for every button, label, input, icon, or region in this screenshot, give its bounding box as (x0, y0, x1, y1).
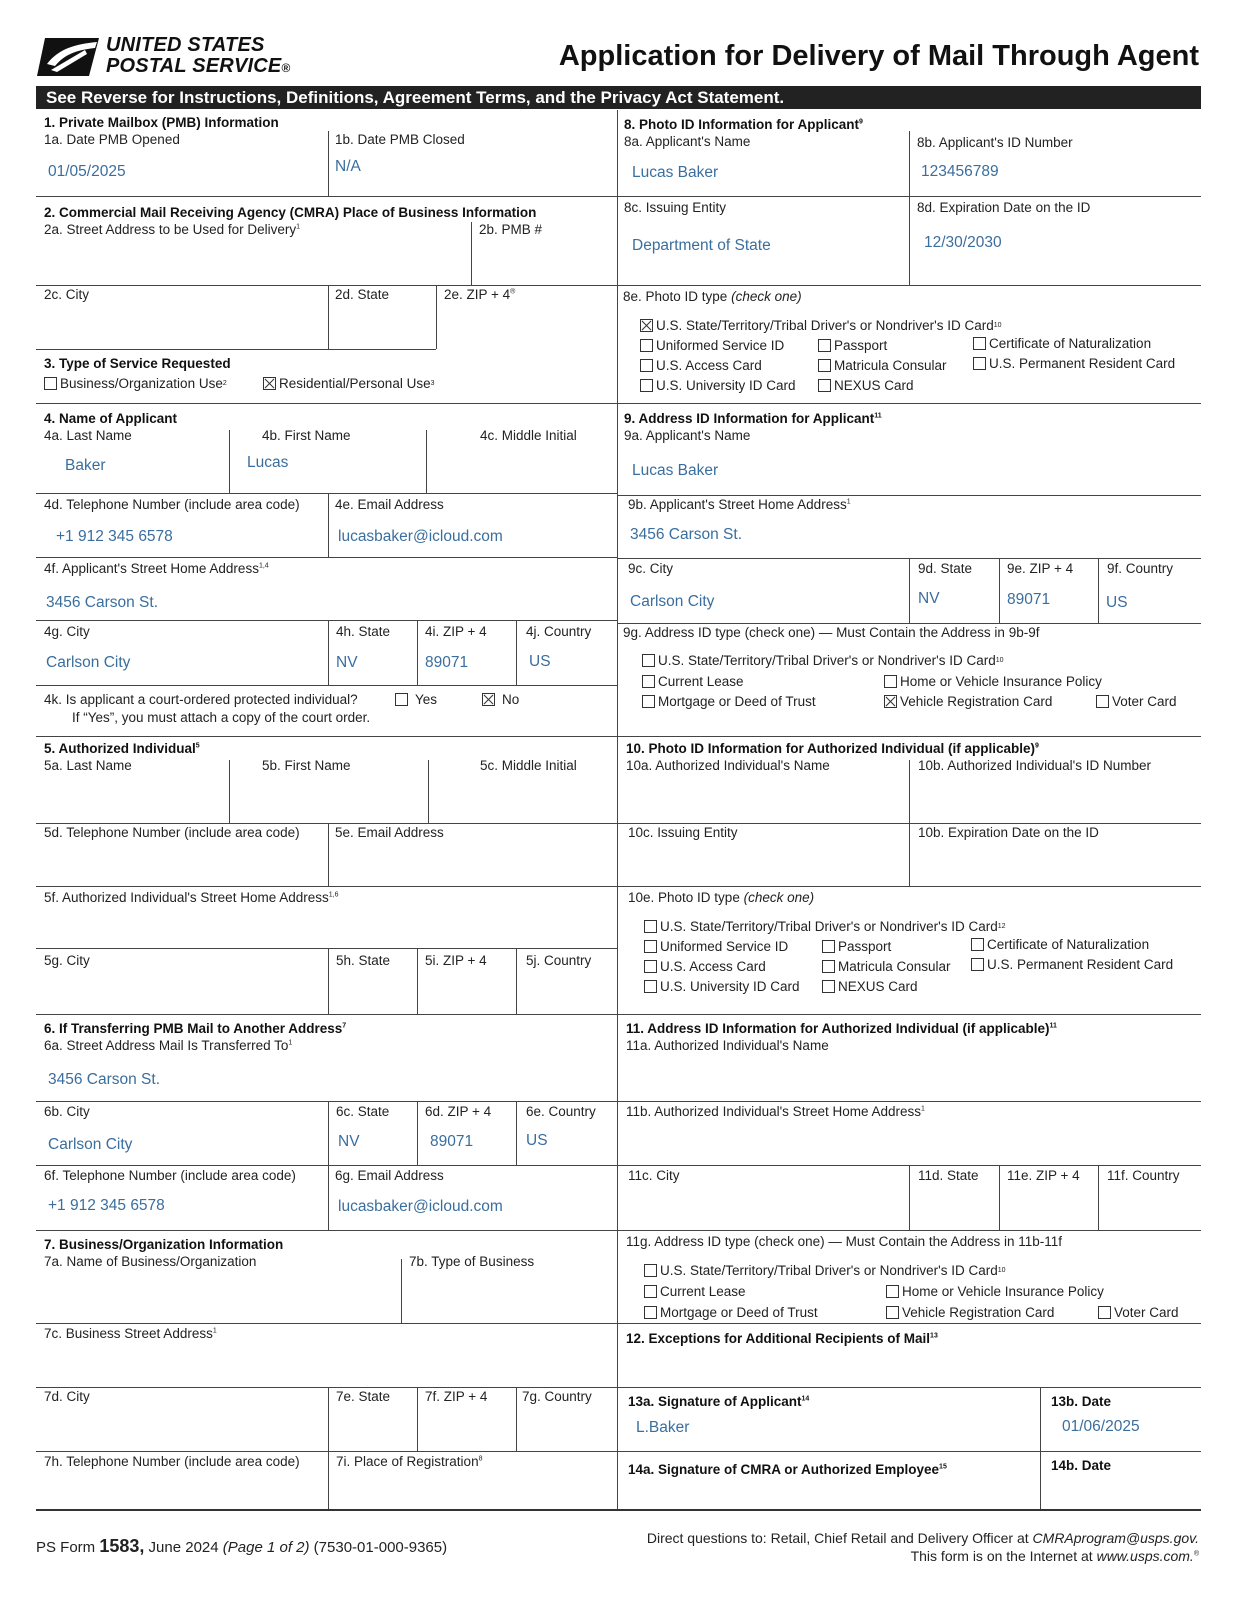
s4-country-label: 4j. Country (526, 624, 592, 639)
s9-heading: 9. Address ID Information for Applicant$^{11}$ (624, 411, 882, 426)
s4-protected-question: 4k. Is applicant a court-ordered protected individual? (44, 692, 358, 707)
s9-zip-value[interactable]: 89071 (1007, 591, 1051, 608)
agency-line1: UNITED STATES (106, 34, 265, 56)
checkbox-unchecked-icon (644, 1306, 657, 1319)
s6-phone-value[interactable]: +1 912 345 6578 (48, 1197, 165, 1214)
footer-contact-email[interactable]: CMRAprogram@usps.gov. (1032, 1530, 1199, 1546)
s10-id-label: 10b. Authorized Individual's ID Number (918, 758, 1151, 773)
checkbox-unchecked-icon (644, 980, 657, 993)
checkbox-checked-icon (482, 693, 495, 706)
s12-heading: 12. Exceptions for Additional Recipients of Mail$^{13}$ (626, 1331, 938, 1346)
checkbox-unchecked-icon (44, 377, 57, 390)
s7-city-label: 7d. City (44, 1389, 90, 1404)
s7-state-label: 7e. State (336, 1389, 391, 1404)
s4-first-value[interactable]: Lucas (247, 454, 289, 471)
s6-street-label: 6a. Street Address Mail Is Transferred To$^1$ (44, 1038, 293, 1053)
s8-name-label: 8a. Applicant's Name (624, 134, 751, 149)
s10-heading: 10. Photo ID Information for Authorized Individual (if applicable)$^9$ (626, 741, 1039, 756)
s8-id-label: 8b. Applicant's ID Number (917, 135, 1073, 150)
instructions-banner: See Reverse for Instructions, Definitions, Agreement Terms, and the Privacy Act Statement. (36, 86, 1201, 109)
s10-opt-uniformed-checkbox[interactable]: Uniformed Service ID (644, 939, 788, 954)
s9-country-label: 9f. Country (1107, 561, 1174, 576)
s2-state-label: 2d. State (335, 287, 390, 302)
s4-first-label: 4b. First Name (262, 428, 351, 443)
s8-opt-nexus-checkbox[interactable]: NEXUS Card (818, 378, 914, 393)
s10-opt-university-checkbox[interactable]: U.S. University ID Card (644, 979, 800, 994)
s4-zip-value[interactable]: 89071 (425, 654, 469, 671)
checkbox-unchecked-icon (644, 960, 657, 973)
s2-heading: 2. Commercial Mail Receiving Agency (CMRA) Place of Business Information (44, 205, 537, 220)
s4-phone-label: 4d. Telephone Number (include area code) (44, 497, 300, 512)
s2-zip-label: 2e. ZIP + 4® (444, 287, 516, 302)
s6-state-label: 6c. State (336, 1104, 390, 1119)
s11-zip-label: 11e. ZIP + 4 (1007, 1168, 1080, 1183)
s6-zip-value[interactable]: 89071 (430, 1133, 474, 1150)
s14-signature-label: 14a. Signature of CMRA or Authorized Employee$^{15}$ (628, 1462, 947, 1477)
checkbox-checked-icon (884, 695, 897, 708)
s5-phone-label: 5d. Telephone Number (include area code) (44, 825, 300, 840)
s9-opt-insurance-checkbox[interactable]: Home or Vehicle Insurance Policy (884, 674, 1102, 689)
s9-street-value[interactable]: 3456 Carson St. (630, 526, 743, 543)
checkbox-checked-icon (263, 377, 276, 390)
s8-opt-naturalization-checkbox[interactable]: Certificate of Naturalization (973, 336, 1151, 351)
s4-state-label: 4h. State (336, 624, 391, 639)
s11-state-label: 11d. State (918, 1168, 979, 1183)
s6-state-value[interactable]: NV (338, 1133, 360, 1150)
s11-heading: 11. Address ID Information for Authorized Individual (if applicable)$^{11}$ (626, 1021, 1057, 1036)
s5-country-label: 5j. Country (526, 953, 592, 968)
s8-id-value[interactable]: 123456789 (921, 163, 999, 180)
s10-opt-matricula-checkbox[interactable]: Matricula Consular (822, 959, 951, 974)
s4-state-value[interactable]: NV (336, 654, 358, 671)
checkbox-unchecked-icon (642, 695, 655, 708)
s7-street-label: 7c. Business Street Address$^1$ (44, 1326, 217, 1341)
s6-street-value[interactable]: 3456 Carson St. (48, 1071, 161, 1088)
s10-opt-state-checkbox[interactable]: U.S. State/Territory/Tribal Driver's or Nondriver's ID Card 12 (644, 919, 1006, 934)
s8-type-label: 8e. Photo ID type (check one) (623, 289, 802, 304)
s5-middle-label: 5c. Middle Initial (480, 758, 577, 773)
s11-opt-mortgage-checkbox[interactable]: Mortgage or Deed of Trust (644, 1305, 818, 1320)
s9-state-value[interactable]: NV (918, 590, 940, 607)
checkbox-unchecked-icon (1096, 695, 1109, 708)
s13-date-label: 13b. Date (1051, 1394, 1112, 1409)
checkbox-unchecked-icon (971, 938, 984, 951)
s13-signature-value[interactable]: L.Baker (636, 1419, 690, 1436)
checkbox-unchecked-icon (640, 359, 653, 372)
s13-date-value[interactable]: 01/06/2025 (1062, 1418, 1140, 1435)
s9-opt-lease-checkbox[interactable]: Current Lease (642, 674, 744, 689)
s10-expiry-label: 10b. Expiration Date on the ID (918, 825, 1099, 840)
checkbox-unchecked-icon (818, 379, 831, 392)
s7-heading: 7. Business/Organization Information (44, 1237, 284, 1252)
checkbox-unchecked-icon (1098, 1306, 1111, 1319)
footer-contact: Direct questions to: Retail, Chief Retail and Delivery Officer at CMRAprogram@usps.gov. (646, 1530, 1199, 1546)
checkbox-unchecked-icon (886, 1285, 899, 1298)
s5-email-label: 5e. Email Address (335, 825, 444, 840)
checkbox-unchecked-icon (642, 654, 655, 667)
checkbox-unchecked-icon (644, 1285, 657, 1298)
checkbox-checked-icon (640, 319, 653, 332)
s1-date-closed-label: 1b. Date PMB Closed (335, 132, 465, 147)
s9-country-value[interactable]: US (1106, 594, 1128, 611)
s6-country-value[interactable]: US (526, 1132, 548, 1149)
s4-phone-value[interactable]: +1 912 345 6578 (56, 528, 173, 545)
checkbox-unchecked-icon (971, 958, 984, 971)
s8-opt-matricula-checkbox[interactable]: Matricula Consular (818, 358, 947, 373)
s11-opt-lease-checkbox[interactable]: Current Lease (644, 1284, 746, 1299)
checkbox-unchecked-icon (395, 693, 408, 706)
s4-protected-yes-checkbox[interactable]: Yes (395, 692, 437, 707)
s7-name-label: 7a. Name of Business/Organization (44, 1254, 257, 1269)
s7-country-label: 7g. Country (522, 1389, 592, 1404)
usps-eagle-logo-icon (37, 36, 103, 78)
s8-opt-uniformed-checkbox[interactable]: Uniformed Service ID (640, 338, 784, 353)
s6-country-label: 6e. Country (526, 1104, 596, 1119)
s14-date-label: 14b. Date (1051, 1458, 1112, 1473)
s6-zip-label: 6d. ZIP + 4 (425, 1104, 492, 1119)
registered-mark: ® (281, 61, 291, 75)
checkbox-unchecked-icon (886, 1306, 899, 1319)
s3-heading: 3. Type of Service Requested (44, 356, 231, 371)
s10-opt-resident-checkbox[interactable]: U.S. Permanent Resident Card (971, 957, 1173, 972)
s5-street-label: 5f. Authorized Individual's Street Home Address$^{1,6}$ (44, 890, 339, 905)
footer-form-id: PS Form 1583, June 2024 (Page 1 of 2) (7530-01-000-9365) (36, 1536, 448, 1556)
checkbox-unchecked-icon (818, 339, 831, 352)
s3-business-checkbox[interactable]: Business/Organization Use 2 (44, 376, 227, 391)
s4-country-value[interactable]: US (529, 653, 551, 670)
s1-heading: 1. Private Mailbox (PMB) Information (44, 115, 279, 130)
s11-opt-voter-checkbox[interactable]: Voter Card (1098, 1305, 1179, 1320)
checkbox-unchecked-icon (644, 940, 657, 953)
s6-heading: 6. If Transferring PMB Mail to Another Address$^7$ (44, 1021, 347, 1036)
s3-residential-checkbox[interactable]: Residential/Personal Use 3 (263, 376, 435, 391)
s2-pmb-label: 2b. PMB # (479, 222, 543, 237)
s7-type-label: 7b. Type of Business (409, 1254, 535, 1269)
s11-country-label: 11f. Country (1107, 1168, 1180, 1183)
s10-opt-passport-checkbox[interactable]: Passport (822, 939, 891, 954)
s8-opt-state-checkbox[interactable]: U.S. State/Territory/Tribal Driver's or Nondriver's ID Card 10 (640, 318, 1002, 333)
s10-opt-naturalization-checkbox[interactable]: Certificate of Naturalization (971, 937, 1149, 952)
s5-state-label: 5h. State (336, 953, 391, 968)
s2-street-label: 2a. Street Address to be Used for Delivery$^1$ (44, 222, 301, 237)
s9-state-label: 9d. State (918, 561, 973, 576)
s5-zip-label: 5i. ZIP + 4 (425, 953, 487, 968)
checkbox-unchecked-icon (973, 337, 986, 350)
checkbox-unchecked-icon (822, 980, 835, 993)
s9-city-value[interactable]: Carlson City (630, 593, 715, 610)
s2-city-label: 2c. City (44, 287, 90, 302)
s11-city-label: 11c. City (628, 1168, 680, 1183)
s4-street-value[interactable]: 3456 Carson St. (46, 594, 159, 611)
s8-name-value[interactable]: Lucas Baker (632, 164, 719, 181)
s7-phone-label: 7h. Telephone Number (include area code) (44, 1454, 300, 1469)
s7-registration-label: 7i. Place of Registration$^8$ (336, 1454, 483, 1469)
s10-type-label: 10e. Photo ID type (check one) (628, 890, 815, 905)
s5-city-label: 5g. City (44, 953, 90, 968)
s9-opt-voter-checkbox[interactable]: Voter Card (1096, 694, 1177, 709)
s9-city-label: 9c. City (628, 561, 674, 576)
s10-issuer-label: 10c. Issuing Entity (628, 825, 738, 840)
checkbox-unchecked-icon (644, 920, 657, 933)
s4-email-label: 4e. Email Address (335, 497, 444, 512)
s9-opt-mortgage-checkbox[interactable]: Mortgage or Deed of Trust (642, 694, 816, 709)
form-title: Application for Delivery of Mail Through Agent (558, 40, 1199, 72)
s4-street-label: 4f. Applicant's Street Home Address$^{1,4}$ (44, 561, 269, 576)
s10-opt-access-checkbox[interactable]: U.S. Access Card (644, 959, 766, 974)
s5-heading: 5. Authorized Individual$^5$ (44, 741, 200, 756)
checkbox-unchecked-icon (642, 675, 655, 688)
s4-city-label: 4g. City (44, 624, 90, 639)
s4-last-label: 4a. Last Name (44, 428, 132, 443)
s9-opt-vehicle-checkbox[interactable]: Vehicle Registration Card (884, 694, 1052, 709)
s4-city-value[interactable]: Carlson City (46, 654, 131, 671)
s4-middle-label: 4c. Middle Initial (480, 428, 577, 443)
s4-zip-label: 4i. ZIP + 4 (425, 624, 487, 639)
s4-email-value[interactable]: lucasbaker@icloud.com (338, 528, 503, 545)
s13-signature-label: 13a. Signature of Applicant$^{14}$ (628, 1394, 810, 1409)
s11-street-label: 11b. Authorized Individual's Street Home Address$^1$ (626, 1104, 925, 1119)
s11-opt-vehicle-checkbox[interactable]: Vehicle Registration Card (886, 1305, 1054, 1320)
s9-zip-label: 9e. ZIP + 4 (1007, 561, 1074, 576)
s8-opt-university-checkbox[interactable]: U.S. University ID Card (640, 378, 796, 393)
s9-street-label: 9b. Applicant's Street Home Address$^1$ (628, 497, 851, 512)
s5-first-label: 5b. First Name (262, 758, 351, 773)
s6-email-value[interactable]: lucasbaker@icloud.com (338, 1198, 503, 1215)
s11-type-label: 11g. Address ID type (check one) — Must Contain the Address in 11b-11f (626, 1234, 1062, 1249)
s9-type-label: 9g. Address ID type (check one) — Must Contain the Address in 9b-9f (623, 625, 1040, 640)
footer-internet: This form is on the Internet at www.usps.com.® (910, 1548, 1199, 1564)
checkbox-unchecked-icon (640, 379, 653, 392)
checkbox-unchecked-icon (822, 960, 835, 973)
s11-name-label: 11a. Authorized Individual's Name (626, 1038, 829, 1053)
checkbox-unchecked-icon (644, 1264, 657, 1277)
s8-opt-resident-checkbox[interactable]: U.S. Permanent Resident Card (973, 356, 1175, 371)
s4-protected-no-checkbox[interactable]: No (482, 692, 519, 707)
s8-issuer-label: 8c. Issuing Entity (624, 200, 727, 215)
s5-last-label: 5a. Last Name (44, 758, 132, 773)
s8-opt-access-checkbox[interactable]: U.S. Access Card (640, 358, 762, 373)
s6-city-value[interactable]: Carlson City (48, 1136, 133, 1153)
s4-protected-note: If “Yes”, you must attach a copy of the court order. (72, 710, 371, 725)
s9-name-value[interactable]: Lucas Baker (632, 462, 719, 479)
footer-internet-link[interactable]: www.usps.com. (1096, 1548, 1194, 1564)
s10-opt-nexus-checkbox[interactable]: NEXUS Card (822, 979, 918, 994)
s7-zip-label: 7f. ZIP + 4 (425, 1389, 488, 1404)
s1-date-closed-value[interactable]: N/A (335, 158, 361, 175)
agency-line2: POSTAL SERVICE (106, 55, 282, 77)
s9-name-label: 9a. Applicant's Name (624, 428, 751, 443)
checkbox-unchecked-icon (884, 675, 897, 688)
s6-email-label: 6g. Email Address (335, 1168, 444, 1183)
s8-issuer-value[interactable]: Department of State (632, 237, 771, 254)
s9-opt-state-checkbox[interactable]: U.S. State/Territory/Tribal Driver's or Nondriver's ID Card 10 (642, 653, 1004, 668)
agency-wordmark (106, 35, 290, 79)
s6-city-label: 6b. City (44, 1104, 90, 1119)
s11-opt-state-checkbox[interactable]: U.S. State/Territory/Tribal Driver's or Nondriver's ID Card 10 (644, 1263, 1006, 1278)
s8-expiry-value[interactable]: 12/30/2030 (924, 234, 1002, 251)
s8-heading: 8. Photo ID Information for Applicant$^9$ (624, 117, 863, 132)
s6-phone-label: 6f. Telephone Number (include area code) (44, 1168, 296, 1183)
s8-expiry-label: 8d. Expiration Date on the ID (917, 200, 1091, 215)
s1-date-opened-label: 1a. Date PMB Opened (44, 132, 180, 147)
s1-date-opened-value[interactable]: 01/05/2025 (48, 163, 126, 180)
checkbox-unchecked-icon (822, 940, 835, 953)
s8-opt-passport-checkbox[interactable]: Passport (818, 338, 887, 353)
checkbox-unchecked-icon (818, 359, 831, 372)
s10-name-label: 10a. Authorized Individual's Name (626, 758, 830, 773)
s11-opt-insurance-checkbox[interactable]: Home or Vehicle Insurance Policy (886, 1284, 1104, 1299)
s4-last-value[interactable]: Baker (65, 457, 106, 474)
checkbox-unchecked-icon (640, 339, 653, 352)
s4-heading: 4. Name of Applicant (44, 411, 178, 426)
checkbox-unchecked-icon (973, 357, 986, 370)
